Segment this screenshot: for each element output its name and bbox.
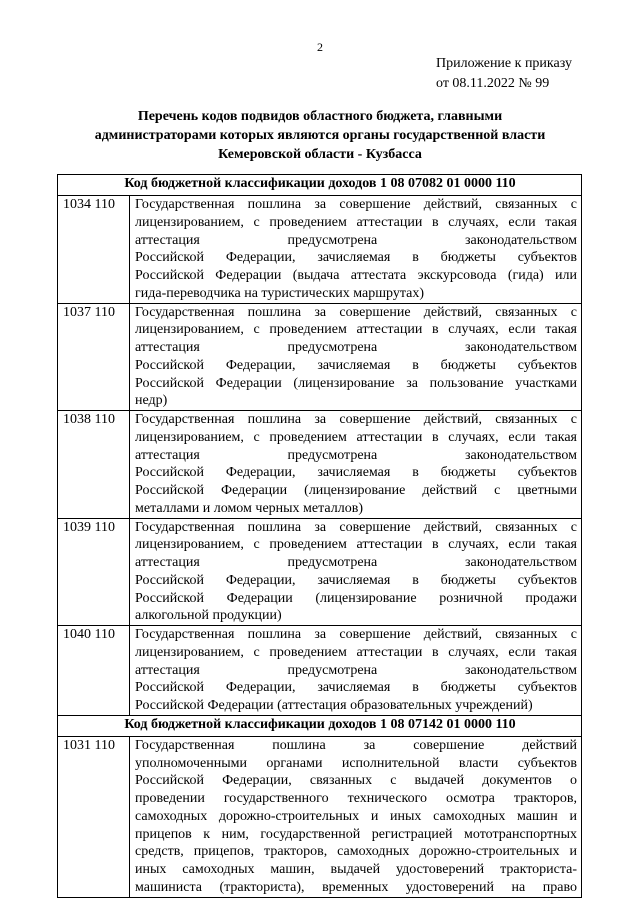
section-header-row [58, 715, 582, 736]
description-line: Государственная пошлина за совершение действий, связанных с [135, 197, 577, 212]
description-line: самоходных дорожно-строительных и иных самоходных машин и [135, 808, 577, 824]
subtype-code: 1039 110 [58, 518, 130, 626]
description-line: аттестация предусмотрена законодательством [135, 340, 577, 355]
description-line: Российской Федерации (выдача аттестата экскурсовода (гида) или [135, 268, 577, 283]
description-line: Государственная пошлина за совершение действий, связанных с [135, 412, 577, 427]
table-row [58, 626, 582, 716]
description-line: гида-переводчика на туристических маршрутах) [135, 285, 425, 301]
description-line: Государственная пошлина за совершение действий, связанных с [135, 304, 577, 320]
description-line: Государственная пошлина за совершение действий, связанных с [135, 519, 577, 535]
table-row [58, 518, 582, 626]
description-line: уполномоченными органами исполнительной власти субъектов [135, 755, 577, 771]
description-line: Российской Федерации, зачисляемая в бюджеты субъектов [135, 465, 577, 481]
subtype-description [130, 411, 582, 519]
description-line: проведении государственного технического осмотра тракторов, [135, 791, 577, 806]
description-line: лицензированием, с проведением аттестации в случаях, если такая [135, 322, 577, 338]
subtype-code: 1038 110 [58, 411, 130, 519]
description-line: аттестация предусмотрена законодательством [135, 232, 577, 248]
section-header: Код бюджетной классификации доходов 1 08 07082 01 0000 110 [58, 175, 582, 196]
table-row [58, 196, 582, 304]
description-line: недр) [135, 393, 168, 409]
description-line: Российской Федерации, зачисляемая в бюджеты субъектов [135, 572, 577, 588]
subtype-code: 1037 110 [58, 303, 130, 411]
description-line: Российской Федерации (аттестация образовательных учреждений) [135, 698, 533, 713]
description-line: Российской Федерации, зачисляемая в бюджеты субъектов [135, 250, 577, 266]
subtype-description [130, 626, 582, 716]
subtype-code: 1040 110 [58, 626, 130, 716]
title-line-3: Кемеровской области - Кузбасса [218, 147, 422, 162]
description-line: аттестация предусмотрена законодательством [135, 555, 577, 570]
description-line: аттестация предусмотрена законодательством [135, 447, 577, 463]
description-line: Российской Федерации (лицензирование за пользование участками [135, 375, 577, 391]
title-line-2: администраторами которых являются органы государственной власти [94, 128, 546, 143]
subtype-code: 1031 110 [58, 736, 130, 897]
description-line: аттестация предусмотрена законодательством [135, 662, 577, 678]
section-header: Код бюджетной классификации доходов 1 08 07142 01 0000 110 [58, 715, 582, 736]
description-line: лицензированием, с проведением аттестации в случаях, если такая [135, 537, 577, 553]
table-row [58, 736, 582, 897]
subtype-description [130, 303, 582, 411]
title-line-1: Перечень кодов подвидов областного бюджета, главными [137, 109, 503, 124]
subtype-description [130, 736, 582, 897]
table-row [58, 411, 582, 519]
description-line: алкогольной продукции) [135, 608, 282, 624]
budget-codes-table [57, 174, 582, 898]
description-line: прицепов к ним, государственной регистрацией мототранспортных [135, 826, 577, 842]
description-line: лицензированием, с проведением аттестации в случаях, если такая [135, 214, 577, 230]
appendix-line-1: Приложение к приказу [436, 56, 572, 71]
table-row [58, 303, 582, 411]
subtype-description [130, 196, 582, 304]
subtype-description [130, 518, 582, 626]
page-number: 2 [317, 40, 323, 54]
description-line: иных самоходных машин, выдачей удостоверений тракториста- [135, 862, 577, 877]
description-line: Российской Федерации, связанных с выдачей документов о [135, 773, 577, 789]
description-line: машиниста (тракториста), временных удостоверений на право [135, 879, 577, 895]
description-line: Российской Федерации, зачисляемая в бюджеты субъектов [135, 680, 577, 696]
description-line: металлами и ломом черных металлов) [135, 500, 363, 516]
description-line: Государственная пошлина за совершение действий [135, 737, 577, 753]
description-line: лицензированием, с проведением аттестации в случаях, если такая [135, 644, 577, 660]
appendix-reference [436, 54, 572, 94]
document-title [60, 107, 580, 164]
description-line: средств, прицепов, тракторов, самоходных дорожно-строительных и [135, 844, 577, 860]
description-line: Российской Федерации (лицензирование действий с цветными [135, 483, 577, 498]
description-line: Государственная пошлина за совершение действий, связанных с [135, 627, 577, 642]
description-line: Российской Федерации, зачисляемая в бюджеты субъектов [135, 357, 577, 373]
section-header-row [58, 175, 582, 196]
description-line: лицензированием, с проведением аттестации в случаях, если такая [135, 429, 577, 445]
description-line: Российской Федерации (лицензирование розничной продажи [135, 590, 577, 606]
subtype-code: 1034 110 [58, 196, 130, 304]
appendix-line-2: от 08.11.2022 № 99 [436, 76, 550, 91]
